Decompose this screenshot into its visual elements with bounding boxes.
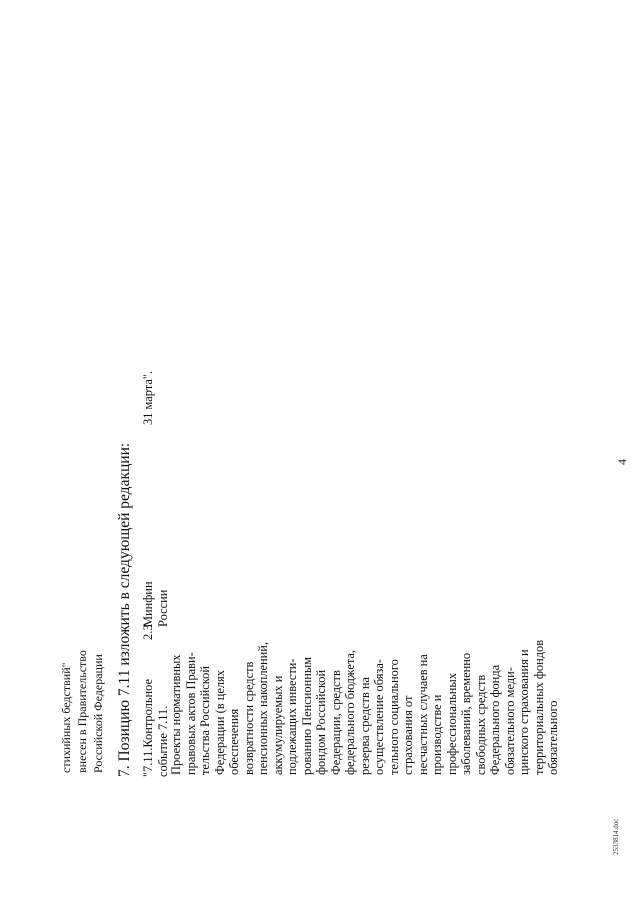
text-line: фондом Российской xyxy=(314,669,328,775)
text-line: "7.11.Контрольное xyxy=(141,679,155,777)
text-line: стихийных бедствий" xyxy=(59,662,73,773)
text-line: резерва средств на xyxy=(357,676,372,775)
text-line: Федерации, средств xyxy=(328,670,343,775)
row-title xyxy=(141,679,170,777)
text-line: внесен в Правительство xyxy=(75,650,89,773)
text-line: событие 7.11. xyxy=(155,705,170,777)
text-line: рованию Пенсионным xyxy=(299,656,314,775)
text-line: Минфин xyxy=(141,581,155,627)
text-line: тельства Российской xyxy=(198,665,212,775)
row-description xyxy=(169,640,561,775)
text-line: цинского страхования и xyxy=(517,649,531,775)
text-line: обязательного меди- xyxy=(502,667,517,775)
text-line: правовых актов Прави- xyxy=(183,652,198,775)
text-line: несчастных случаев на xyxy=(415,654,430,775)
text-line: профессиональных xyxy=(444,673,459,775)
text-line: России xyxy=(155,589,170,627)
text-line: производстве и xyxy=(430,694,444,775)
text-line: возвратности средств xyxy=(241,661,256,775)
text-line: Проекты нормативных xyxy=(169,654,183,775)
text-line: обязательного xyxy=(546,700,560,775)
text-line: Федерации (в целях xyxy=(212,670,227,775)
text-line: тельного социального xyxy=(386,659,401,775)
section-heading: 7. Позицию 7.11 изложить в следующей редакции: xyxy=(116,442,133,777)
text-line: подлежащих инвести- xyxy=(285,658,299,775)
previous-row-continuation xyxy=(58,650,106,773)
footer-filename: 2533814.doc xyxy=(612,818,620,855)
deadline: 31 марта". xyxy=(141,371,155,425)
text-line: осуществление обяза- xyxy=(372,659,386,775)
text-line: обеспечения xyxy=(227,708,241,775)
text-line: свободных средств xyxy=(473,674,488,775)
text-line: пенсионных накоплений, xyxy=(256,642,270,775)
text-line: Российской Федерации xyxy=(91,654,105,773)
text-line: территориальных фондов xyxy=(531,639,546,775)
text-line: Федерального фонда xyxy=(488,664,502,775)
text-line: заболеваний, временно xyxy=(459,652,473,775)
text-line: страхования от xyxy=(401,695,415,775)
page-number: 4 xyxy=(615,459,629,465)
text-line: федерального бюджета, xyxy=(343,650,357,775)
text-line: аккумулируемых и xyxy=(270,675,285,775)
item-number: 2.3 xyxy=(141,624,155,640)
